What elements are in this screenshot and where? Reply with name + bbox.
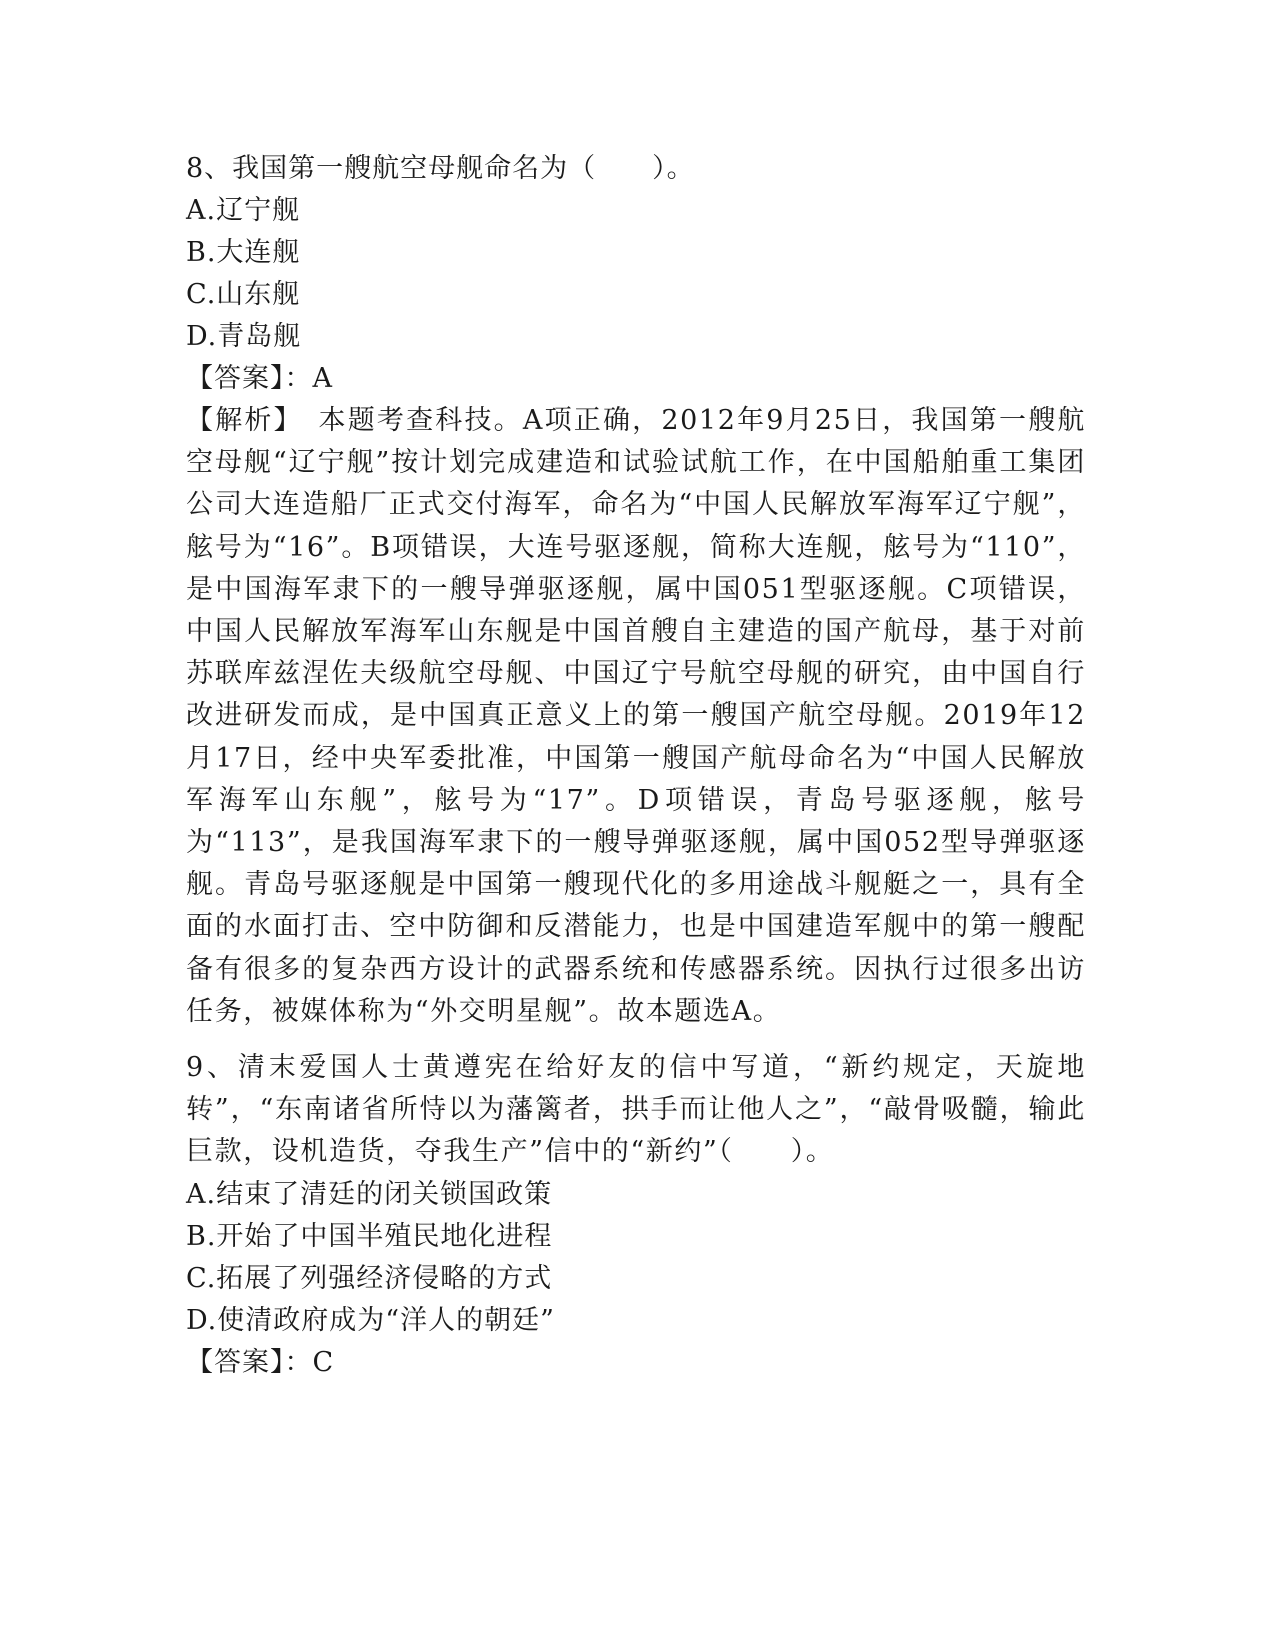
question-9-option-d: D.使清政府成为“洋人的朝廷” (186, 1304, 555, 1336)
question-9-stem: 9、清末爱国人士黄遵宪在给好友的信中写道，“新约规定，天旋地转”，“东南诸省所恃以为藩篱者，拱手而让他人之”，“敲骨吸髓，输此巨款，设机造货，夺我生产”信中的“新约”（ ）。 (186, 1052, 1086, 1168)
question-9-option-a: A.结束了清廷的闭关锁国政策 (186, 1178, 553, 1210)
question-8-stem: 8、我国第一艘航空母舰命名为（ ）。 (186, 153, 695, 184)
question-8-answer: 【答案】：A (186, 363, 333, 394)
question-8-option-d: D.青岛舰 (186, 321, 302, 352)
question-9-option-b: B.开始了中国半殖民地化进程 (186, 1220, 553, 1252)
question-9-answer: 【答案】：C (186, 1346, 335, 1378)
question-8-option-a: A.辽宁舰 (186, 195, 301, 226)
question-9-option-c: C.拓展了列强经济侵略的方式 (186, 1262, 553, 1294)
question-8-option-c: C.山东舰 (186, 279, 301, 310)
question-8-option-b: B.大连舰 (186, 237, 301, 268)
document-page (186, 148, 1086, 1384)
question-8-explanation: 【解析】 本题考查科技。A项正确，2012年9月25日，我国第一艘航空母舰“辽宁舰”按计划完成建造和试验试航工作，在中国船舶重工集团公司大连造船厂正式交付海军，命名为“中国人民解放军海军辽宁舰”，舷号为“16”。B项错误，大连号驱逐舰，简称大连舰，舷号为“110”，是中国海军隶下的一艘导弹驱逐舰，属中国051型驱逐舰。C项错误，中国人民解放军海军山东舰是中国首艘自主建造的国产航母，基于对前苏联库兹涅佐夫级航空母舰、中国辽宁号航空母舰的研究，由中国自行改进研发而成，是中国真正意义上的第一艘国产航空母舰。2019年12月17日，经中央军委批准，中国第一艘国产航母命名为“中国人民解放军海军山东舰”，舷号为“17”。D项错误，青岛号驱逐舰，舷号为“113”，是我国海军隶下的一艘导弹驱逐舰，属中国052型导弹驱逐舰。青岛号驱逐舰是中国第一艘现代化的多用途战斗舰艇之一，具有全面的水面打击、空中防御和反潜能力，也是中国建造军舰中的第一艘配备有很多的复杂西方设计的武器系统和传感器系统。因执行过很多出访任务，被媒体称为“外交明星舰”。故本题选A。 (186, 405, 1086, 1027)
